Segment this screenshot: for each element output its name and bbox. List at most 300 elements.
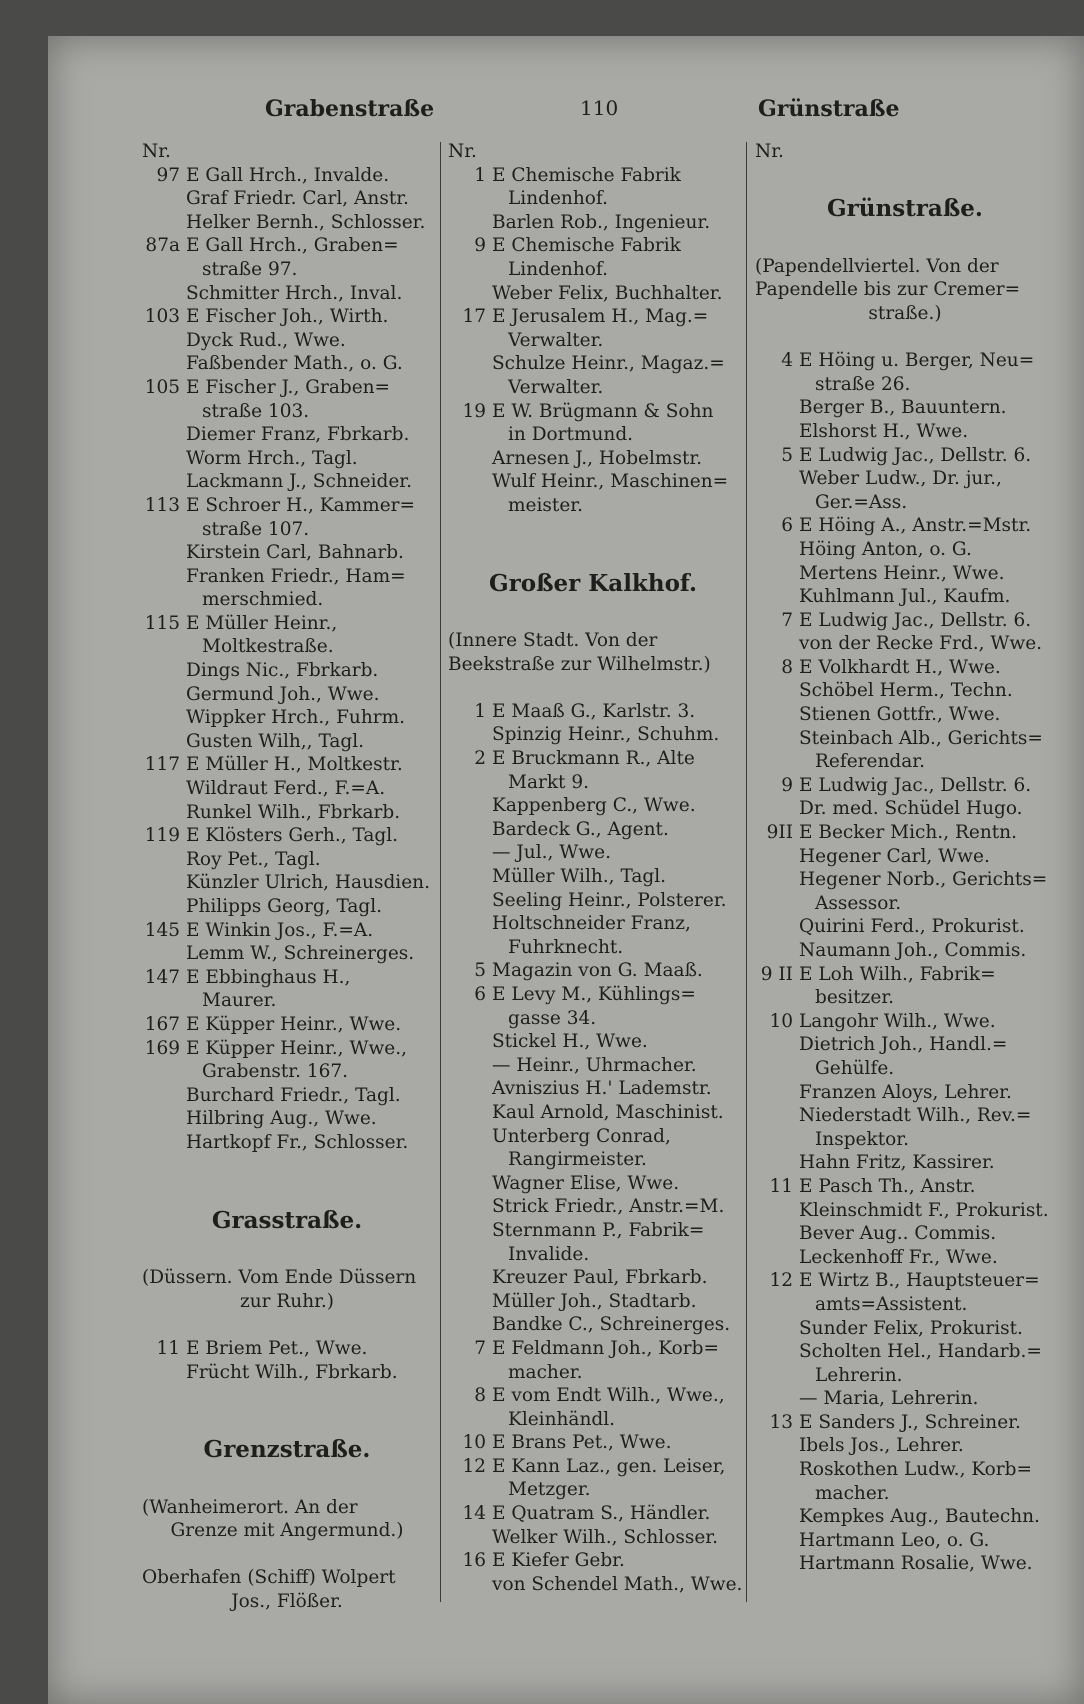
entry-text: Stienen Gottfr., Wwe.: [799, 704, 1001, 726]
entry-text: E Gall Hrch., Invalde.: [186, 164, 390, 186]
house-number: 113: [144, 494, 180, 516]
directory-entry: [755, 1482, 1055, 1506]
directory-entry: [142, 470, 432, 494]
entry-text: — Jul., Wwe.: [492, 842, 611, 864]
entry-text: macher.: [815, 1482, 890, 1504]
entry-text: Stickel H., Wwe.: [492, 1031, 648, 1053]
directory-entry: [755, 1387, 1055, 1411]
directory-entry: [755, 1057, 1055, 1081]
directory-entry: [448, 164, 738, 188]
entry-text: Strick Friedr., Anstr.=M.: [492, 1196, 725, 1218]
directory-entry: [142, 871, 432, 895]
entry-text: Moltkestraße.: [202, 636, 334, 658]
entry-text: E Sanders J., Schreiner.: [799, 1411, 1021, 1433]
running-head-left: Grabenstraße: [265, 96, 435, 122]
street-heading: Großer Kalkhof.: [488, 569, 698, 597]
directory-entry: [755, 467, 1055, 491]
directory-entry: [142, 1361, 432, 1385]
directory-entry: [448, 1549, 738, 1573]
entry-text: Diemer Franz, Fbrkarb.: [186, 424, 410, 446]
directory-entry: [755, 1199, 1055, 1223]
directory-entry: [448, 470, 738, 494]
entry-text: in Dortmund.: [508, 424, 634, 446]
directory-entry: [448, 1502, 738, 1526]
entry-text: Lehrerin.: [815, 1364, 903, 1386]
directory-entry: [755, 444, 1055, 468]
entry-text: E Fischer J., Graben=: [186, 376, 391, 398]
directory-entry: [448, 1030, 738, 1054]
house-number: 8: [474, 1385, 486, 1407]
spacer: [448, 606, 738, 630]
directory-entry: [448, 447, 738, 471]
house-number: 103: [144, 306, 180, 328]
directory-entry: [755, 1222, 1055, 1246]
directory-entry: [142, 706, 432, 730]
entry-text: E Feldmann Joh., Korb=: [492, 1337, 719, 1359]
directory-entry: [448, 723, 738, 747]
entry-text: E Ludwig Jac., Dellstr. 6.: [799, 609, 1032, 631]
directory-entry: [755, 915, 1055, 939]
entry-text: E Quatram S., Händler.: [492, 1503, 711, 1525]
directory-entry: [755, 939, 1055, 963]
directory-entry: [142, 966, 432, 990]
entry-text: Kaul Arnold, Maschinist.: [492, 1101, 724, 1123]
entry-text: Inspektor.: [815, 1128, 909, 1150]
entry-text: Roskothen Ludw., Korb=: [799, 1459, 1032, 1481]
entry-text: Lemm W., Schreinerges.: [186, 943, 415, 965]
entry-text: Worm Hrch., Tagl.: [186, 447, 358, 469]
directory-entry: [142, 1037, 432, 1061]
entry-text: Lindenhof.: [508, 188, 608, 210]
directory-entry: [448, 1431, 738, 1455]
entry-text: straße 97.: [202, 258, 298, 280]
entry-text: von der Recke Frd., Wwe.: [799, 633, 1043, 655]
entry-text: Wippker Hrch., Fuhrm.: [186, 707, 406, 729]
directory-entry: [142, 518, 432, 542]
entry-text: Assessor.: [815, 892, 902, 914]
house-number: 115: [144, 612, 180, 634]
directory-entry: [755, 538, 1055, 562]
spacer: [755, 326, 1055, 350]
entry-text: straße 107.: [202, 518, 310, 540]
entry-text: E Kiefer Gebr.: [492, 1550, 625, 1572]
entry-text: Langohr Wilh., Wwe.: [799, 1010, 996, 1032]
directory-entry: [755, 1081, 1055, 1105]
entry-text: E Kann Laz., gen. Leiser,: [492, 1455, 726, 1477]
street-description: (Papendellviertel. Von der: [755, 255, 999, 277]
directory-entry: [755, 1458, 1055, 1482]
house-number: 9: [781, 774, 793, 796]
directory-entry: [448, 1361, 738, 1385]
entry-text: E Höing A., Anstr.=Mstr.: [799, 515, 1032, 537]
directory-entry: [448, 889, 738, 913]
directory-entry: [448, 1290, 738, 1314]
entry-text: E Müller Heinr.,: [186, 612, 338, 634]
directory-entry: [448, 400, 738, 424]
entry-text: E Wirtz B., Hauptsteuer=: [799, 1270, 1040, 1292]
directory-entry: [755, 821, 1055, 845]
directory-entry: [142, 423, 432, 447]
directory-entry: [142, 659, 432, 683]
spacer: [142, 1472, 432, 1496]
entry-text: Bever Aug.. Commis.: [799, 1223, 997, 1245]
directory-entry: [142, 447, 432, 471]
entry-text: Hartkopf Fr., Schlosser.: [186, 1131, 409, 1153]
entry-text: Kempkes Aug., Bautechn.: [799, 1506, 1040, 1528]
entry-text: E Pasch Th., Anstr.: [799, 1175, 976, 1197]
directory-entry: [448, 1526, 738, 1550]
directory-entry: [755, 727, 1055, 751]
directory-entry: [448, 1148, 738, 1172]
entry-text: gasse 34.: [508, 1007, 597, 1029]
entry-text: macher.: [508, 1361, 583, 1383]
street-description: straße.): [868, 302, 942, 324]
entry-text: E Ludwig Jac., Dellstr. 6.: [799, 444, 1032, 466]
directory-entry: [448, 352, 738, 376]
entry-text: Gusten Wilh,, Tagl.: [186, 730, 365, 752]
directory-entry: [142, 400, 432, 424]
entry-text: Kleinschmidt F., Prokurist.: [799, 1199, 1049, 1221]
house-number: 9II: [766, 822, 793, 844]
entry-text: E Becker Mich., Rentn.: [799, 822, 1017, 844]
house-number: 8: [781, 656, 793, 678]
entry-text: Seeling Heinr., Polsterer.: [492, 889, 727, 911]
directory-entry: [448, 771, 738, 795]
entry-text: Magazin von G. Maaß.: [492, 960, 703, 982]
entry-text: amts=Assistent.: [815, 1293, 968, 1315]
house-number: 1: [474, 700, 486, 722]
street-description: Jos., Flößer.: [231, 1591, 343, 1613]
directory-entry: [755, 420, 1055, 444]
house-number: 12: [462, 1455, 486, 1477]
running-head-right: Grünstraße: [758, 96, 900, 122]
entry-text: Gehülfe.: [815, 1057, 895, 1079]
spacer: [142, 1243, 432, 1267]
directory-entry: [755, 514, 1055, 538]
directory-entry: [142, 1013, 432, 1037]
entry-text: Leckenhoff Fr., Wwe.: [799, 1246, 998, 1268]
column-2: [448, 140, 743, 1596]
directory-entry: [448, 1172, 738, 1196]
spacer: [142, 1384, 432, 1428]
directory-entry: [755, 396, 1055, 420]
directory-entry: [755, 373, 1055, 397]
entry-text: Wildraut Ferd., F.=A.: [186, 778, 386, 800]
entry-text: Sunder Felix, Prokurist.: [799, 1317, 1023, 1339]
directory-entry: [448, 700, 738, 724]
directory-entry: [448, 1125, 738, 1149]
directory-entry: [142, 824, 432, 848]
entry-text: E Maaß G., Karlstr. 3.: [492, 700, 696, 722]
entry-text: Dr. med. Schüdel Hugo.: [799, 798, 1023, 820]
directory-entry: [755, 1411, 1055, 1435]
directory-entry: [448, 818, 738, 842]
entry-text: Weber Ludw., Dr. jur.,: [799, 468, 1002, 490]
directory-entry: [448, 376, 738, 400]
directory-entry: [755, 1552, 1055, 1576]
directory-entry: [755, 1269, 1055, 1293]
directory-entry: [755, 1246, 1055, 1270]
directory-entry: [142, 588, 432, 612]
directory-entry: [448, 936, 738, 960]
house-number: 7: [474, 1337, 486, 1359]
entry-text: E Volkhardt H., Wwe.: [799, 656, 1001, 678]
entry-text: Schulze Heinr., Magaz.=: [492, 353, 725, 375]
directory-entry: [142, 164, 432, 188]
entry-text: Hahn Fritz, Kassirer.: [799, 1152, 995, 1174]
directory-entry: [142, 258, 432, 282]
entry-text: — Maria, Lehrerin.: [799, 1388, 979, 1410]
entry-text: Dietrich Joh., Handl.=: [799, 1034, 1008, 1056]
entry-text: Verwalter.: [508, 329, 604, 351]
number-column-label: Nr.: [142, 141, 171, 162]
directory-entry: [448, 794, 738, 818]
entry-text: Quirini Ferd., Prokurist.: [799, 916, 1025, 938]
house-number: 169: [144, 1037, 180, 1059]
entry-text: Hegener Carl, Wwe.: [799, 845, 990, 867]
directory-entry: [448, 1054, 738, 1078]
entry-text: Künzler Ulrich, Hausdien.: [186, 872, 430, 894]
street-heading: Grünstraße.: [827, 195, 983, 223]
directory-entry: [142, 494, 432, 518]
spacer: [142, 1543, 432, 1567]
spacer: [755, 231, 1055, 255]
directory-entry: [448, 959, 738, 983]
street-heading: Grasstraße.: [211, 1206, 363, 1234]
directory-entry: [142, 919, 432, 943]
directory-entry: [755, 1104, 1055, 1128]
entry-text: Sternmann P., Fabrik=: [492, 1219, 705, 1241]
directory-entry: [755, 845, 1055, 869]
entry-text: Unterberg Conrad,: [492, 1125, 671, 1147]
entry-text: Markt 9.: [508, 771, 589, 793]
entry-text: Maurer.: [202, 990, 277, 1012]
entry-text: Invalide.: [508, 1243, 590, 1265]
spacer: [142, 1313, 432, 1337]
house-number: 12: [769, 1270, 793, 1292]
directory-entry: [448, 1266, 738, 1290]
entry-text: E Küpper Heinr., Wwe.,: [186, 1037, 407, 1059]
directory-entry: [448, 494, 738, 518]
entry-text: Verwalter.: [508, 376, 604, 398]
street-description: Oberhafen (Schiff) Wolpert: [142, 1567, 396, 1589]
directory-entry: [142, 305, 432, 329]
entry-text: meister.: [508, 494, 583, 516]
house-number: 10: [769, 1010, 793, 1032]
directory-entry: [755, 349, 1055, 373]
entry-text: E vom Endt Wilh., Wwe.,: [492, 1385, 725, 1407]
entry-text: straße 26.: [815, 373, 911, 395]
entry-text: Bardeck G., Agent.: [492, 818, 669, 840]
entry-text: Barlen Rob., Ingenieur.: [492, 211, 711, 233]
entry-text: Philipps Georg, Tagl.: [186, 896, 383, 917]
house-number: 167: [144, 1013, 180, 1035]
entry-text: besitzer.: [815, 987, 895, 1009]
house-number: 19: [462, 400, 486, 422]
directory-entry: [448, 1219, 738, 1243]
house-number: 117: [144, 754, 180, 776]
house-number: 147: [144, 966, 180, 988]
directory-entry: [448, 912, 738, 936]
directory-entry: [755, 1505, 1055, 1529]
house-number: 11: [769, 1175, 793, 1197]
house-number: 17: [462, 306, 486, 328]
directory-entry: [448, 1313, 738, 1337]
entry-text: Arnesen J., Hobelmstr.: [492, 447, 703, 469]
entry-text: Kirstein Carl, Bahnarb.: [186, 542, 404, 564]
house-number: 10: [462, 1432, 486, 1454]
entry-text: Niederstadt Wilh., Rev.=: [799, 1105, 1032, 1127]
directory-entry: [755, 1010, 1055, 1034]
house-number: 119: [144, 825, 180, 847]
entry-text: Berger B., Bauuntern.: [799, 397, 1007, 419]
house-number: 14: [462, 1503, 486, 1525]
entry-text: Schmitter Hrch., Inval.: [186, 282, 403, 304]
directory-entry: [448, 305, 738, 329]
entry-text: Ger.=Ass.: [815, 491, 908, 513]
directory-entry: [142, 612, 432, 636]
directory-entry: [448, 1384, 738, 1408]
directory-entry: [755, 140, 1055, 164]
entry-text: straße 103.: [202, 400, 310, 422]
entry-text: Franzen Aloys, Lehrer.: [799, 1081, 1012, 1103]
directory-entry: [755, 1128, 1055, 1152]
directory-entry: [755, 892, 1055, 916]
directory-entry: [448, 1573, 743, 1597]
entry-text: Höing Anton, o. G.: [799, 538, 972, 560]
directory-entry: [755, 774, 1055, 798]
directory-entry: [448, 234, 738, 258]
entry-text: E Jerusalem H., Mag.=: [492, 306, 709, 328]
directory-entry: [142, 234, 432, 258]
house-number: 87a: [145, 235, 180, 257]
directory-entry: [448, 329, 738, 353]
house-number: 9: [474, 235, 486, 257]
house-number: 6: [781, 515, 793, 537]
entry-text: merschmied.: [202, 589, 324, 611]
directory-entry: [755, 868, 1055, 892]
directory-entry: [755, 562, 1055, 586]
number-column-label: Nr.: [448, 141, 477, 162]
entry-text: Helker Bernh., Schlosser.: [186, 211, 426, 233]
directory-entry: [142, 753, 432, 777]
directory-entry: [448, 1408, 738, 1432]
entry-text: Frücht Wilh., Fbrkarb.: [186, 1361, 398, 1383]
directory-entry: [142, 565, 432, 589]
entry-text: Wagner Elise, Wwe.: [492, 1172, 680, 1194]
entry-text: Spinzig Heinr., Schuhm.: [492, 724, 720, 746]
house-number: 13: [769, 1411, 793, 1433]
house-number: 145: [144, 919, 180, 941]
street-description: (Innere Stadt. Von der: [448, 630, 658, 652]
entry-text: Holtschneider Franz,: [492, 913, 691, 935]
entry-text: Kuhlmann Jul., Kaufm.: [799, 586, 1011, 608]
directory-entry: [142, 1084, 432, 1108]
directory-entry: [448, 1478, 738, 1502]
spacer: [448, 676, 738, 700]
entry-text: Lackmann J., Schneider.: [186, 471, 413, 493]
street-heading: Grenzstraße.: [203, 1436, 371, 1464]
directory-entry: [755, 679, 1055, 703]
entry-text: — Heinr., Uhrmacher.: [492, 1054, 697, 1076]
directory-entry: [755, 750, 1055, 774]
directory-entry: [448, 1007, 738, 1031]
entry-text: E Bruckmann R., Alte: [492, 748, 695, 770]
directory-entry: [142, 282, 432, 306]
entry-text: E Fischer Joh., Wirth.: [186, 306, 389, 328]
entry-text: E Klösters Gerh., Tagl.: [186, 825, 399, 847]
directory-entry: [755, 963, 1055, 987]
entry-text: E Loh Wilh., Fabrik=: [799, 963, 996, 985]
directory-entry: [142, 777, 432, 801]
page-number: 110: [580, 96, 619, 120]
spacer: [755, 164, 1055, 188]
directory-entry: [142, 329, 432, 353]
street-description: Grenze mit Angermund.): [170, 1520, 404, 1542]
directory-entry: [142, 352, 432, 376]
directory-entry: [142, 541, 432, 565]
directory-entry: [755, 1364, 1055, 1388]
entry-text: E Briem Pet., Wwe.: [186, 1337, 368, 1359]
house-number: 11: [156, 1337, 180, 1359]
entry-text: Ibels Jos., Lehrer.: [799, 1435, 964, 1457]
entry-text: Elshorst H., Wwe.: [799, 420, 969, 442]
house-number: 9 II: [760, 963, 793, 985]
directory-entry: [142, 1337, 432, 1361]
directory-entry: [755, 656, 1055, 680]
directory-entry: [142, 211, 432, 235]
directory-entry: [448, 1101, 738, 1125]
directory-entry: [448, 841, 738, 865]
entry-text: E Chemische Fabrik: [492, 235, 681, 257]
directory-entry: [142, 1060, 432, 1084]
house-number: 6: [474, 984, 486, 1005]
street-description: (Wanheimerort. An der: [142, 1496, 358, 1518]
entry-text: E Ludwig Jac., Dellstr. 6.: [799, 774, 1032, 796]
directory-entry: [755, 1434, 1055, 1458]
directory-entry: [142, 848, 432, 872]
directory-entry: [142, 942, 432, 966]
entry-text: Germund Joh., Wwe.: [186, 683, 380, 705]
entry-text: Scholten Hel., Handarb.=: [799, 1341, 1042, 1363]
directory-entry: [755, 1529, 1055, 1553]
entry-text: E Ebbinghaus H.,: [186, 966, 351, 988]
directory-entry: [755, 1033, 1055, 1057]
house-number: 1: [474, 164, 486, 186]
directory-entry: [755, 703, 1055, 727]
entry-text: Welker Wilh., Schlosser.: [492, 1526, 718, 1548]
entry-text: E Winkin Jos., F.=A.: [186, 919, 374, 941]
house-number: 97: [156, 164, 180, 186]
entry-text: E Brans Pet., Wwe.: [492, 1432, 672, 1454]
entry-text: Schöbel Herm., Techn.: [799, 680, 1013, 702]
entry-text: Hilbring Aug., Wwe.: [186, 1108, 377, 1130]
house-number: 4: [781, 350, 793, 372]
entry-text: Rangirmeister.: [508, 1149, 647, 1171]
entry-text: Grabenstr. 167.: [202, 1061, 349, 1083]
directory-entry: [755, 1317, 1055, 1341]
entry-text: Hartmann Rosalie, Wwe.: [799, 1553, 1033, 1575]
entry-text: Weber Felix, Buchhalter.: [492, 282, 723, 304]
entry-text: E Gall Hrch., Graben=: [186, 235, 399, 257]
directory-entry: [448, 1195, 738, 1219]
street-description: Beekstraße zur Wilhelmstr.): [448, 653, 711, 675]
directory-entry: [755, 1151, 1055, 1175]
entry-text: Kleinhändl.: [508, 1408, 616, 1430]
directory-entry: [755, 986, 1055, 1010]
entry-text: E Höing u. Berger, Neu=: [799, 350, 1035, 372]
house-number: 105: [144, 376, 180, 398]
